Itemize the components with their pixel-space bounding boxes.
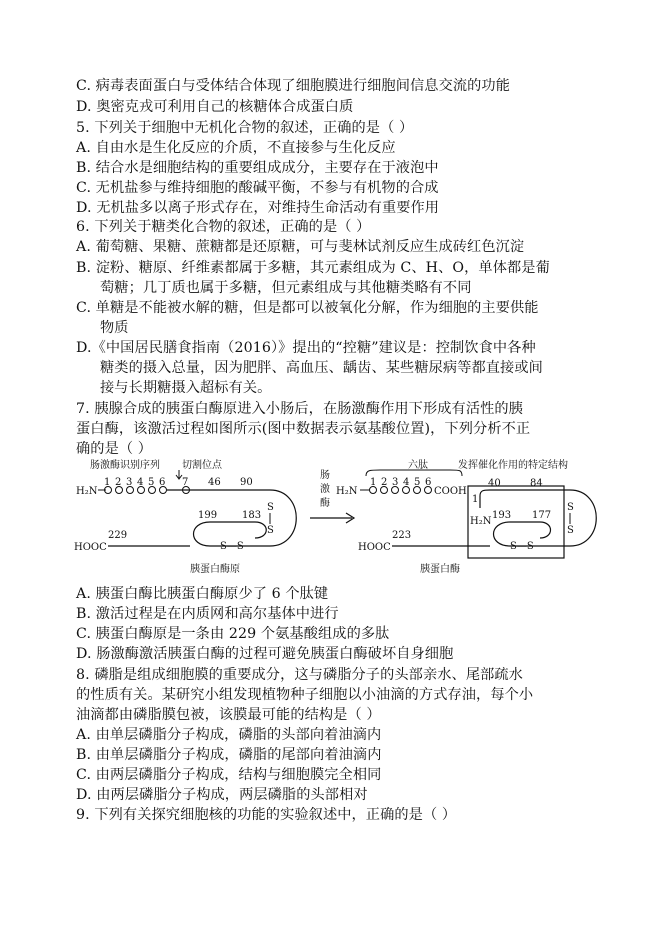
hex-cooh-label: COOH bbox=[434, 486, 467, 497]
q8-option-b: B. 由单层磷脂分子构成，磷脂的尾部向着油滴内 bbox=[76, 747, 382, 763]
q7-option-a: A. 胰蛋白酶比胰蛋白酶原少了 6 个肽键 bbox=[76, 586, 329, 602]
right-disulfide-s2: S bbox=[567, 525, 574, 536]
q7-option-b: B. 激活过程是在内质网和高尔基体中进行 bbox=[76, 606, 339, 622]
q8-option-a: A. 由单层磷脂分子构成，磷脂的头部向着油滴内 bbox=[76, 727, 382, 743]
q4-option-d: D. 奥密克戎可利用自己的核糖体合成蛋白质 bbox=[76, 99, 354, 115]
hex-h2n-label: H₂N bbox=[336, 486, 358, 497]
q7-option-c: C. 胰蛋白酶原是一条由 229 个氨基酸组成的多肽 bbox=[76, 626, 390, 642]
catalytic-structure-label: 发挥催化作用的特定结构 bbox=[458, 460, 568, 471]
recognition-seq-label: 肠激酶识别序列 bbox=[90, 460, 160, 471]
q8-option-d: D. 由两层磷脂分子构成，两层磷脂的头部相对 bbox=[76, 787, 368, 803]
q7-stem-1: 7. 胰腺合成的胰蛋白酶原进入小肠后，在肠激酶作用下形成有活性的胰 bbox=[76, 401, 523, 417]
left-seq-7: 7 bbox=[182, 477, 189, 488]
left-num-199: 199 bbox=[198, 510, 218, 521]
q6-option-d: D.《中国居民膳食指南（2016）》提出的“控糖”建议是：控制饮食中各种 bbox=[76, 340, 536, 356]
right-num-40: 40 bbox=[488, 478, 501, 489]
q7-stem-3: 确的是（ ） bbox=[76, 441, 153, 457]
q6-option-a: A. 葡萄糖、果糖、蔗糖都是还原糖，可与斐林试剂反应生成砖红色沉淀 bbox=[76, 239, 525, 255]
right-disulfide-ss: S—S bbox=[510, 541, 534, 552]
q6-option-b: B. 淀粉、糖原、纤维素都属于多糖，其元素组成为 C、H、O，单体都是葡 bbox=[76, 260, 550, 276]
hex-seq-3: 3 bbox=[392, 477, 399, 488]
left-seq-90: 90 bbox=[240, 477, 253, 488]
hex-chain-beads bbox=[370, 487, 432, 494]
right-caption: 胰蛋白酶 bbox=[420, 564, 460, 575]
q5-option-d: D. 无机盐多以离子形式存在，对维持生命活动有重要作用 bbox=[76, 200, 440, 216]
q8-option-c: C. 由两层磷脂分子构成，结构与细胞膜完全相同 bbox=[76, 767, 382, 783]
right-num-1: 1 bbox=[472, 494, 479, 505]
left-num-229: 229 bbox=[108, 530, 128, 541]
right-disulfide-s1: S bbox=[567, 502, 574, 513]
hex-seq-6: 6 bbox=[425, 477, 432, 488]
q4-option-c: C. 病毒表面蛋白与受体结合体现了细胞膜进行细胞间信息交流的功能 bbox=[76, 78, 511, 94]
q5-option-b: B. 结合水是细胞结构的重要组成成分，主要存在于液泡中 bbox=[76, 160, 439, 176]
right-h2n-label: H₂N bbox=[470, 516, 492, 527]
right-num-193: 193 bbox=[492, 510, 512, 521]
left-seq-2: 2 bbox=[115, 477, 122, 488]
hex-seq-1: 1 bbox=[370, 477, 377, 488]
trypsinogen-activation-figure bbox=[70, 458, 610, 578]
right-num-84: 84 bbox=[530, 478, 543, 489]
q7-option-d: D. 肠激酶激活胰蛋白酶的过程可避免胰蛋白酶破坏自身细胞 bbox=[76, 646, 454, 662]
q6-option-b-cont: 萄糖；几丁质也属于多糖，但元素组成与其他糖类略有不同 bbox=[100, 280, 472, 296]
q8-stem-2: 的性质有关。某研究小组发现植物种子细胞以小油滴的方式存油，每个小 bbox=[76, 687, 534, 703]
q8-stem-1: 8. 磷脂是组成细胞膜的重要成分，这与磷脂分子的头部亲水、尾部疏水 bbox=[76, 667, 523, 683]
right-num-223: 223 bbox=[392, 530, 412, 541]
arrow-label-3: 酶 bbox=[320, 498, 330, 509]
left-seq-6: 6 bbox=[159, 477, 166, 488]
q5-option-a: A. 自由水是生化反应的介质，不直接参与生化反应 bbox=[76, 140, 396, 156]
left-cooh-label: HOOC bbox=[74, 542, 107, 553]
q6-option-c-cont: 物质 bbox=[100, 320, 129, 336]
hex-seq-2: 2 bbox=[381, 477, 388, 488]
hexapeptide-label: 六肽 bbox=[408, 460, 428, 471]
hex-seq-4: 4 bbox=[403, 477, 410, 488]
q9-stem: 9. 下列有关探究细胞核的功能的实验叙述中，正确的是（ ） bbox=[76, 807, 457, 823]
left-h2n-label: H₂N bbox=[76, 486, 98, 497]
left-disulfide-ss: S—S bbox=[220, 541, 244, 552]
q6-option-c: C. 单糖是不能被水解的糖，但是都可以被氧化分解，作为细胞的主要供能 bbox=[76, 300, 539, 316]
left-num-183: 183 bbox=[242, 510, 262, 521]
right-cooh-label: HOOC bbox=[358, 542, 391, 553]
q6-option-d-cont1: 糖类的摄入总量，因为肥胖、高血压、龋齿、某些糖尿病等都直接或间 bbox=[100, 360, 543, 376]
q5-option-c: C. 无机盐参与维持细胞的酸碱平衡，不参与有机物的合成 bbox=[76, 180, 439, 196]
left-seq-4: 4 bbox=[137, 477, 144, 488]
left-chain-loop-right bbox=[270, 490, 296, 546]
q6-option-d-cont2: 接与长期糖摄入超标有关。 bbox=[100, 380, 272, 396]
left-seq-5: 5 bbox=[148, 477, 155, 488]
q7-stem-2: 蛋白酶，该激活过程如图所示(图中数据表示氨基酸位置)，下列分析不正 bbox=[76, 421, 531, 437]
hex-seq-5: 5 bbox=[414, 477, 421, 488]
arrow-label-2: 激 bbox=[320, 484, 330, 495]
cut-site-label: 切割位点 bbox=[182, 460, 222, 471]
left-seq-3: 3 bbox=[126, 477, 133, 488]
left-caption: 胰蛋白酶原 bbox=[190, 564, 240, 575]
left-seq-1: 1 bbox=[104, 477, 111, 488]
left-seq-46: 46 bbox=[208, 477, 221, 488]
left-disulfide-s2: S bbox=[267, 525, 274, 536]
q8-stem-3: 油滴都由磷脂膜包被，该膜最可能的结构是（ ） bbox=[76, 707, 381, 723]
q5-stem: 5. 下列关于细胞中无机化合物的叙述，正确的是（ ） bbox=[76, 120, 414, 136]
left-disulfide-s1: S bbox=[267, 502, 274, 513]
right-num-177: 177 bbox=[532, 510, 552, 521]
q6-stem: 6. 下列关于糖类化合物的叙述，正确的是（ ） bbox=[76, 219, 371, 235]
arrow-label-1: 肠 bbox=[320, 470, 330, 481]
